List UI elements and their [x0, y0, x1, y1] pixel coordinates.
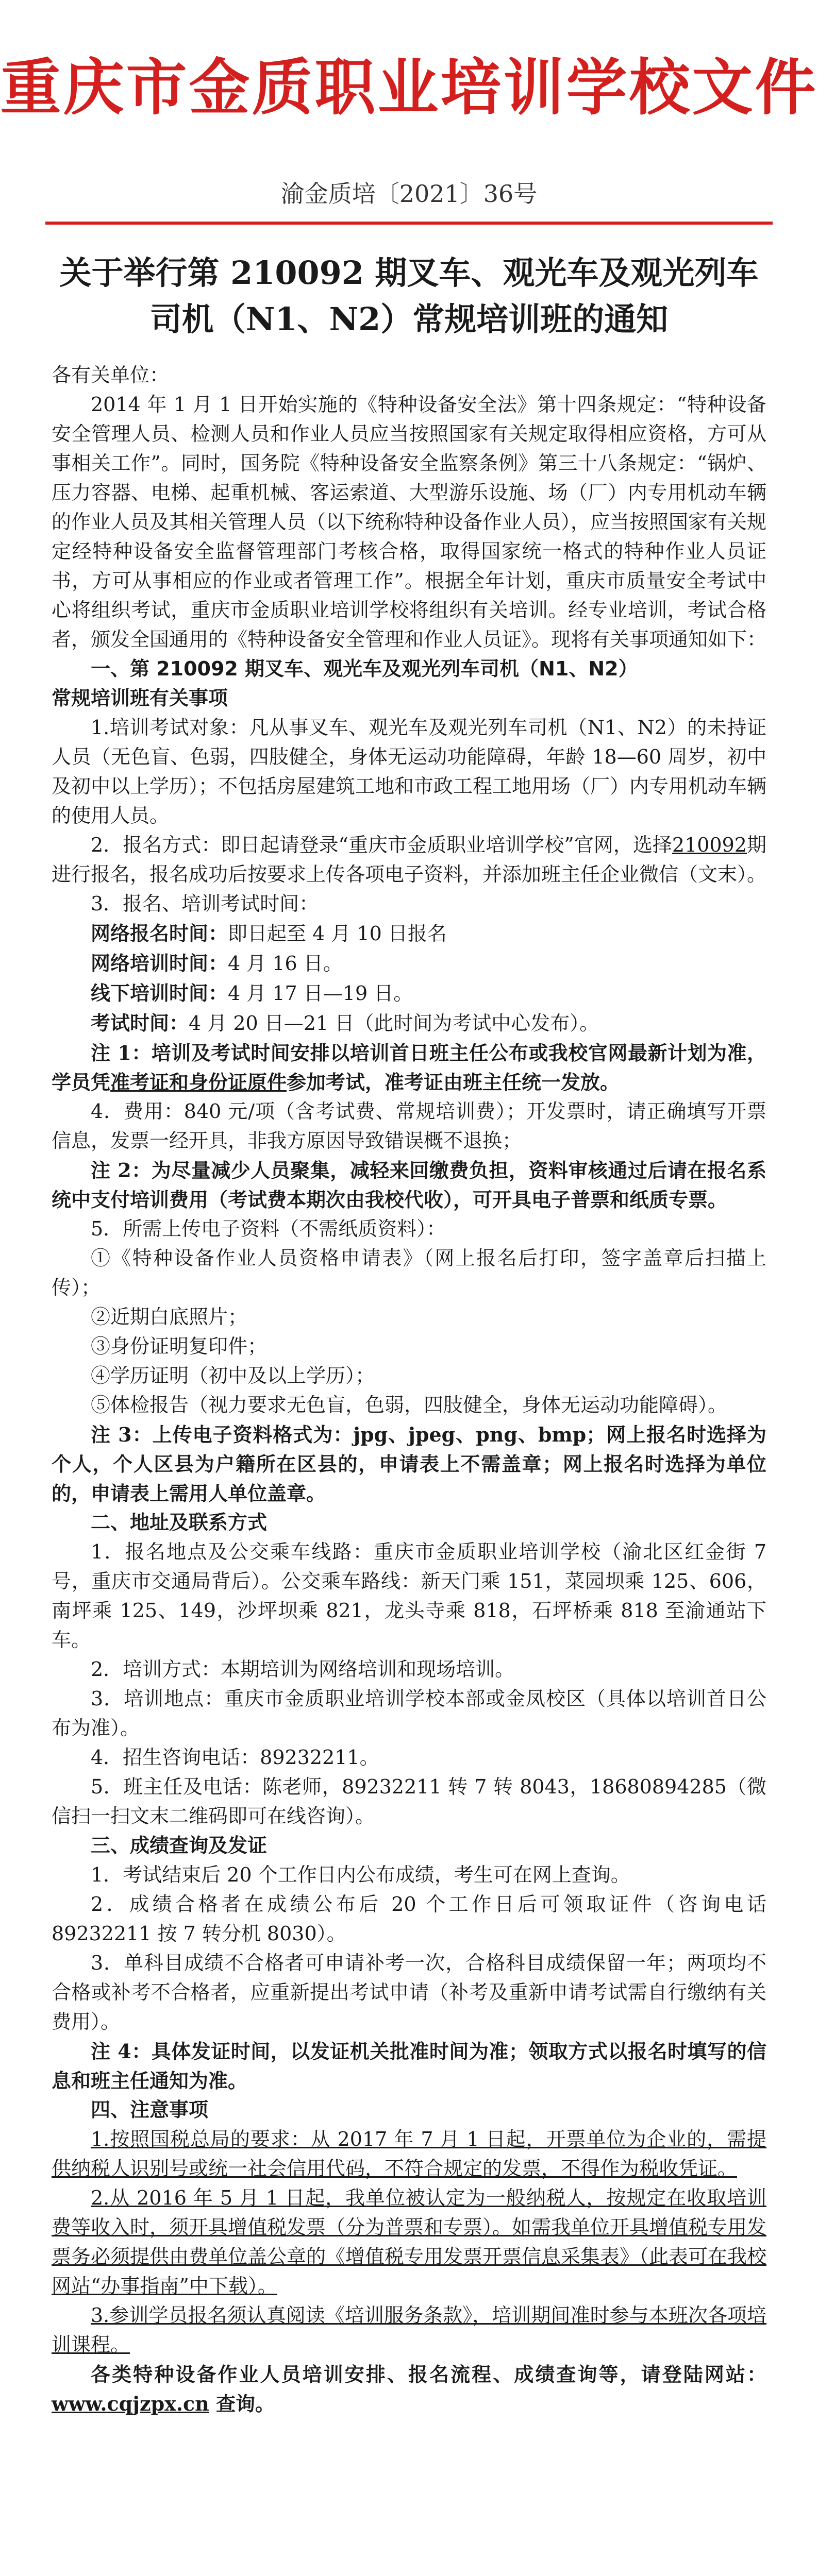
- s2-item1: 1．报名地点及公交乘车线路：重庆市金质职业培训学校（渝北区红金街 7 号，重庆市交通局背后）。公交乘车路线：新天门乘 151，菜园坝乘 125、606，南坪乘 125、149，沙坪坝乘 821，龙头寺乘 818，石坪桥乘 818 至渝通站下车。: [52, 1540, 766, 1651]
- note2: [52, 1156, 766, 1214]
- onsite-train-value: 4 月 17 日—19 日。: [228, 982, 413, 1005]
- note1: [52, 1038, 766, 1097]
- notice-title: [41, 250, 777, 343]
- note1-underlined: 准考证和身份证原件: [110, 1071, 287, 1094]
- s1-item1: 1.培训考试对象：凡从事叉车、观光车及观光列车司机（N1、N2）的未持证人员（无色盲、色弱，四肢健全，身体无运动功能障碍，年龄 18—60 周岁，初中及初中以上学历）；不包括房屋建筑工地和市政工程工地用场（厂）内专用机动车辆的使用人员。: [52, 716, 767, 827]
- s2-item4: 4．招生咨询电话：89232211。: [91, 1746, 379, 1769]
- closing-paragraph: [52, 2360, 766, 2418]
- online-train-label: 网络培训时间：: [91, 952, 228, 975]
- exam-time-value: 4 月 20 日—21 日（此时间为考试中心发布）。: [189, 1012, 599, 1035]
- s3-item3: 3．单科目成绩不合格者可申请补考一次，合格科目成绩保留一年；两项均不合格或补考不合格者，应重新提出考试申请（补考及重新申请考试需自行缴纳有关费用）。: [52, 1952, 766, 2033]
- header-divider: [45, 222, 773, 225]
- requirement-5: ⑤体检报告（视力要求无色盲，色弱，四肢健全，身体无运动功能障碍）。: [91, 1394, 728, 1416]
- n4-item2: 2.从 2016 年 5 月 1 日起，我单位被认定为一般纳税人，按规定在收取培训费等收入时，须开具增值税发票（分为普票和专票）。如需我单位开具增值税专用发票务必须提供由费单位盖公章的《增值税专用发票开票信息采集表》（此表可在我校网站“办事指南”中下载）。: [52, 2187, 767, 2297]
- exam-time-label: 考试时间：: [91, 1011, 189, 1035]
- closing-text: 各类特种设备作业人员培训安排、报名流程、成绩查询等，请登陆网站：: [91, 2363, 766, 2386]
- section1-heading-a: 一、第 210092 期叉车、观光车及观光列车司机（N1、N2）: [91, 657, 638, 680]
- s1-item3: 3．报名、培训考试时间：: [91, 892, 319, 915]
- online-train-value: 4 月 16 日。: [228, 952, 343, 975]
- s3-item1: 1．考试结束后 20 个工作日内公布成绩，考生可在网上查询。: [91, 1863, 630, 1886]
- section2-heading: 二、地址及联系方式: [91, 1511, 268, 1534]
- note3-label: 注 3：: [91, 1423, 153, 1446]
- requirement-4: ④学历证明（初中及以上学历）；: [91, 1364, 375, 1387]
- section3-heading: 三、成绩查询及发证: [91, 1834, 268, 1857]
- requirement-1: ①《特种设备作业人员资格申请表》（网上报名后打印，签字盖章后扫描上传）；: [52, 1247, 766, 1299]
- document-header-title: 重庆市金质职业培训学校文件: [0, 52, 818, 123]
- notice-body: [52, 361, 766, 2418]
- section1-heading-line2: 常规培训班有关事项: [52, 687, 228, 709]
- note3: [52, 1420, 766, 1508]
- intro-paragraph: 2014 年 1 月 1 日开始实施的《特种设备安全法》第十四条规定：“特种设备安全管理人员、检测人员和作业人员应当按照国家有关规定取得相应资格，方可从事相关工作”。同时，国务院《特种设备安全监察条例》第三十八条规定：“锅炉、压力容器、电梯、起重机械、客运索道、大型游乐设施、场（厂）内专用机动车辆的作业人员及其相关管理人员（以下统称特种设备作业人员），应当按照国家有关规定经特种设备安全监督管理部门考核合格，取得国家统一格式的特种作业人员证书，方可从事相应的作业或者管理工作”。根据全年计划，重庆市质量安全考试中心将组织考试，重庆市金质职业培训学校将组织有关培训。经专业培训，考试合格者，颁发全国通用的《特种设备安全管理和作业人员证》。现将有关事项通知如下：: [52, 393, 767, 651]
- online-train-time: [52, 948, 766, 978]
- section1-heading: [52, 654, 766, 684]
- salutation: 各有关单位：: [52, 364, 170, 386]
- s2-item2: 2．培训方式：本期培训为网络培训和现场培训。: [91, 1658, 515, 1681]
- note4-text: 具体发证时间，以发证机关批准时间为准；领取方式以报名时填写的信息和班主任通知为准。: [52, 2040, 766, 2092]
- s1-item4: 4．费用：840 元/项（含考试费、常规培训费）；开发票时，请正确填写开票信息，发票一经开具，非我方原因导致错误概不退换；: [52, 1100, 766, 1152]
- note1-label: 注 1：: [91, 1041, 152, 1064]
- s1-item2-text: 2．报名方式：即日起请登录“重庆市金质职业培训学校”官网，选择: [91, 834, 672, 856]
- note1-tail: 参加考试，准考证由班主任统一发放。: [287, 1071, 620, 1094]
- onsite-train-time: [52, 978, 766, 1008]
- onsite-train-label: 线下培训时间：: [91, 981, 228, 1005]
- note2-label: 注 2：: [91, 1159, 152, 1182]
- note2-text: 为尽量减少人员聚集，减轻来回缴费负担，资料审核通过后请在报名系统中支付培训费用（考试费本期次由我校代收），可开具电子普票和纸质专票。: [52, 1159, 766, 1211]
- document-number: 渝金质培〔2021〕36号: [280, 180, 538, 208]
- n4-item1: 1.按照国税总局的要求：从 2017 年 7 月 1 日起，开票单位为企业的，需提供纳税人识别号或统一社会信用代码，不符合规定的发票，不得作为税收凭证。: [52, 2128, 766, 2180]
- s1-item2: [52, 831, 766, 889]
- n4-item3: 3.参训学员报名须认真阅读《培训服务条款》，培训期间准时参与本班次各项培训课程。: [52, 2304, 766, 2356]
- requirement-2: ②近期白底照片；: [91, 1306, 248, 1328]
- requirement-3: ③身份证明复印件；: [91, 1335, 268, 1358]
- s1-item5: 5．所需上传电子资料（不需纸质资料）：: [91, 1217, 446, 1240]
- note3-text: 上传电子资料格式为：jpg、jpeg、png、bmp；网上报名时选择为个人，个人区县为户籍所在区县的，申请表上不需盖章；网上报名时选择为单位的，申请表上需用人单位盖章。: [52, 1423, 767, 1505]
- online-signup-value: 即日起至 4 月 10 日报名: [228, 922, 447, 945]
- exam-time: [52, 1008, 766, 1038]
- note4-label: 注 4：: [91, 2040, 152, 2063]
- section4-heading: 四、注意事项: [91, 2098, 209, 2121]
- note4: [52, 2037, 766, 2095]
- notice-title-line1: 关于举行第 210092 期叉车、观光车及观光列车: [59, 254, 759, 292]
- s2-item3: 3．培训地点：重庆市金质职业培训学校本部或金凤校区（具体以培训首日公布为准）。: [52, 1687, 766, 1739]
- online-signup-time: [52, 919, 766, 948]
- note1-text: 培训及考试时间安排以培训首日班主任公布或我校官网最新计划为准，学员凭: [52, 1041, 766, 1094]
- s3-item2: 2．成绩合格者在成绩公布后 20 个工作日后可领取证件（咨询电话 89232211 按 7 转分机 8030）。: [52, 1893, 766, 1945]
- s1-item2-tail: 期进行报名，报名成功后按要求上传各项电子资料，并添加班主任企业微信（文末）。: [52, 834, 767, 886]
- s2-item5: 5．班主任及电话：陈老师，89232211 转 7 转 8043，18680894285（微信扫一扫文末二维码即可在线咨询）。: [52, 1775, 766, 1827]
- period-link[interactable]: 210092: [672, 834, 747, 856]
- notice-title-line2: 司机（N1、N2）常规培训班的通知: [149, 300, 669, 338]
- closing-tail: 查询。: [209, 2392, 275, 2415]
- online-signup-label: 网络报名时间：: [91, 922, 228, 945]
- website-link[interactable]: www.cqjzpx.cn: [52, 2392, 209, 2415]
